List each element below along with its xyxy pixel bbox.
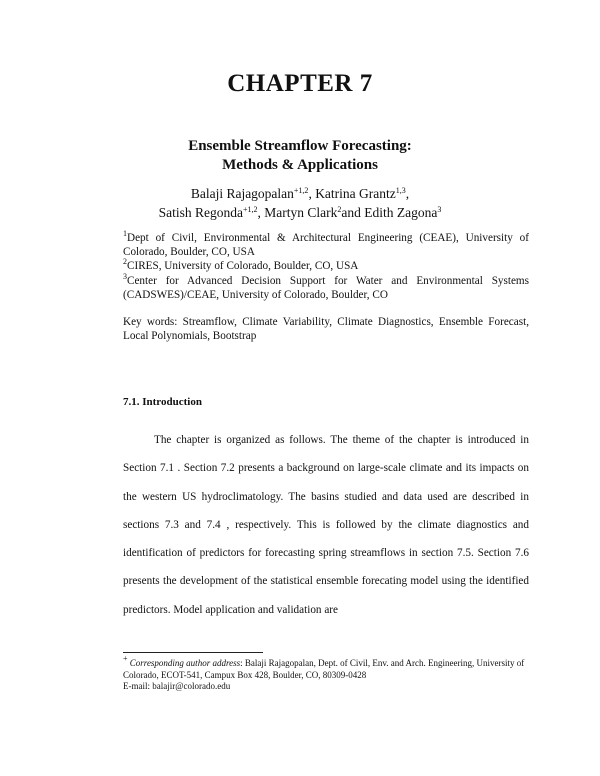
author-line-1: Balaji Rajagopalan$^{+1,2}$, Katrina Grantz$^{1,3}$, [190, 186, 410, 201]
author-line-2: Satish Regonda$^{+1,2}$, Martyn Clark$^2$and Edith Zagona$^3$ [158, 205, 442, 220]
footnote-divider [123, 652, 263, 653]
author-list [0, 184, 600, 222]
keywords: Key words: Streamflow, Climate Variability, Climate Diagnostics, Ensemble Forecast, Local Polynomials, Bootstrap [123, 316, 529, 342]
body-paragraph: The chapter is organized as follows. The theme of the chapter is introduced in Section 7.1 . Section 7.2 presents a background on large-scale climate and its impacts on the western US hydroclimatology. The basins studied and data used are described in sections 7.3 and 7.4 , respectively. This is followed by the climate diagnostics and identification of predictors for forecasting spring streamflows in section 7.5. Section 7.6 presents the development of the statistical ensemble forecating model using the identified predictors. Model application and validation are [123, 434, 529, 616]
chapter-title-line-1: Ensemble Streamflow Forecasting: [188, 138, 412, 154]
author-affiliation-marker: 2 [337, 205, 342, 214]
footnote-text: + Corresponding author address: Balaji Rajagopalan, Dept. of Civil, Env. and Arch. Engineering, University of Colorado, ECOT-541, Campux Box 428, Boulder, CO, 80309-0428 [123, 654, 525, 680]
affiliation-item: $^1$Dept of Civil, Environmental & Architectural Engineering (CEAE), University of Colorado, Boulder, CO, USA [123, 229, 529, 259]
author-name: Martyn Clark [264, 205, 338, 220]
footnote-marker: + [123, 654, 128, 663]
chapter-title-line-2: Methods & Applications [222, 157, 378, 173]
author-name: Katrina Grantz [315, 186, 396, 201]
author-affiliation-marker: 1,3 [395, 186, 406, 195]
footnote-label: Corresponding author address [129, 658, 241, 668]
author-affiliation-marker: +1,2 [243, 205, 258, 214]
author-name: Satish Regonda [158, 205, 243, 220]
author-affiliation-marker: +1,2 [293, 186, 309, 195]
author-affiliation-marker: 3 [437, 205, 442, 214]
footnote [123, 654, 533, 693]
affiliation-item: $^3$Center for Advanced Decision Support for Water and Environmental Systems (CADSWES)/CEAE, University of Colorado, Boulder, CO [123, 271, 529, 301]
chapter-heading: CHAPTER 7 [227, 70, 373, 97]
author-name: Balaji Rajagopalan [190, 186, 294, 201]
affiliation-item: $^2$CIRES, University of Colorado, Boulder, CO, USA [123, 257, 359, 273]
section-heading: 7.1. Introduction [123, 396, 202, 408]
affiliations [123, 231, 529, 302]
footnote-email: E-mail: balajir@colorado.edu [123, 681, 231, 691]
author-name: Edith Zagona [364, 205, 438, 220]
chapter-title [0, 137, 600, 175]
